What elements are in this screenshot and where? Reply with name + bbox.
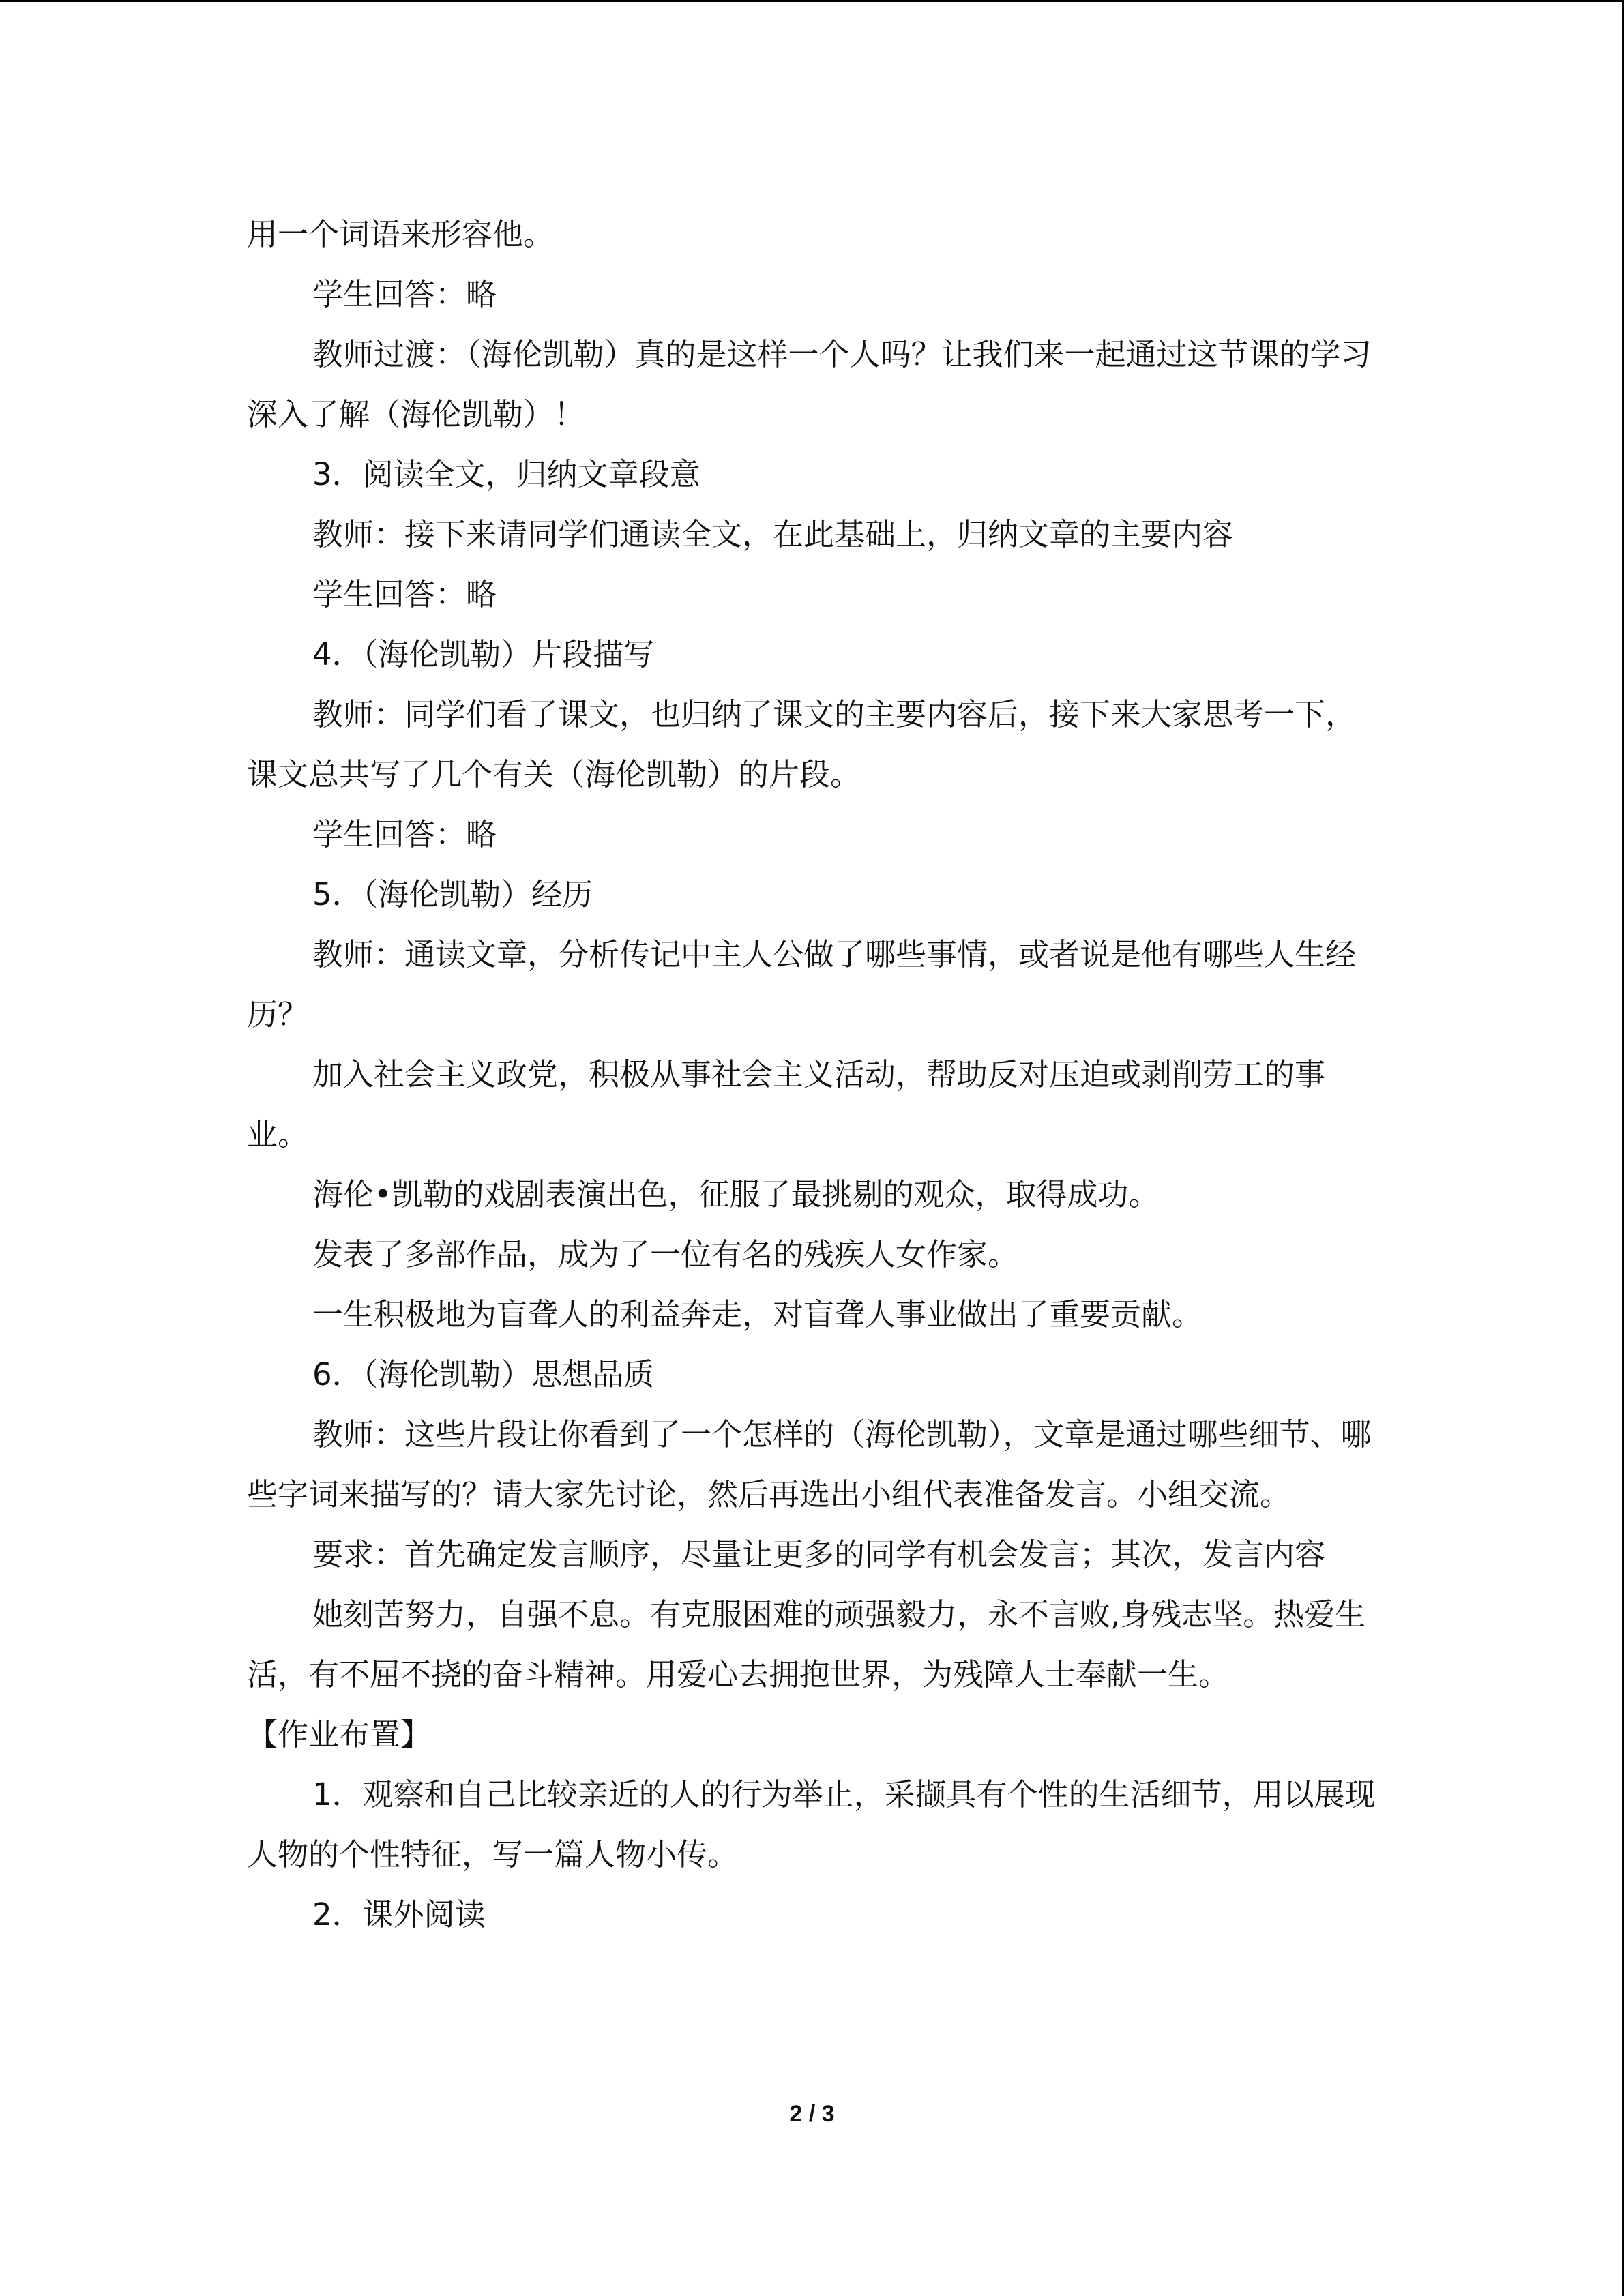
paragraph: 2．课外阅读 <box>312 1896 486 1933</box>
paragraph: 教师：这些片段让你看到了一个怎样的（海伦凯勒），文章是通过哪些细节、哪些字词来描写的？请大家先讨论，然后再选出小组代表准备发言。小组交流。 <box>247 1416 1372 1512</box>
paragraph: 学生回答：略 <box>312 816 497 852</box>
paragraph: 她刻苦努力，自强不息。有克服困难的顽强毅力，永不言败,身残志坚。热爱生活，有不屈不挠的奋斗精神。用爱心去拥抱世界，为残障人士奉献一生。 <box>247 1596 1366 1693</box>
paragraph: 发表了多部作品，成为了一位有名的残疾人女作家。 <box>312 1236 1019 1272</box>
paragraph: 6．（海伦凯勒）思想品质 <box>312 1356 655 1392</box>
top-border-line <box>0 0 1624 2</box>
page-number: 2 / 3 <box>789 2101 835 2127</box>
paragraph: 教师：通读文章，分析传记中主人公做了哪些事情，或者说是他有哪些人生经历？ <box>247 936 1357 1032</box>
paragraph: 1．观察和自己比较亲近的人的行为举止，采撷具有个性的生活细节，用以展现人物的个性特征，写一篇人物小传。 <box>247 1776 1376 1873</box>
paragraph: 海伦•凯勒的戏剧表演出色，征服了最挑剔的观众，取得成功。 <box>312 1176 1160 1212</box>
paragraph: 学生回答：略 <box>312 576 497 612</box>
paragraph: 要求：首先确定发言顺序，尽量让更多的同学有机会发言；其次，发言内容 <box>312 1536 1326 1572</box>
paragraph: 教师过渡：（海伦凯勒）真的是这样一个人吗？让我们来一起通过这节课的学习深入了解（海伦凯勒）！ <box>247 336 1372 432</box>
paragraph: 加入社会主义政党，积极从事社会主义活动，帮助反对压迫或剥削劳工的事业。 <box>247 1056 1326 1152</box>
paragraph: 教师：接下来请同学们通读全文，在此基础上，归纳文章的主要内容 <box>312 516 1234 552</box>
document-body <box>247 205 1379 1945</box>
paragraph: 4．（海伦凯勒）片段描写 <box>312 636 655 672</box>
paragraph: 学生回答：略 <box>312 276 497 312</box>
section-heading: 【作业布置】 <box>247 1716 432 1753</box>
paragraph: 3．阅读全文，归纳文章段意 <box>312 456 700 492</box>
paragraph: 一生积极地为盲聋人的利益奔走，对盲聋人事业做出了重要贡献。 <box>312 1296 1203 1332</box>
paragraph: 5．（海伦凯勒）经历 <box>312 876 593 912</box>
paragraph: 教师：同学们看了课文，也归纳了课文的主要内容后，接下来大家思考一下，课文总共写了几个有关（海伦凯勒）的片段。 <box>247 696 1357 792</box>
paragraph: 用一个词语来形容他。 <box>247 216 555 252</box>
